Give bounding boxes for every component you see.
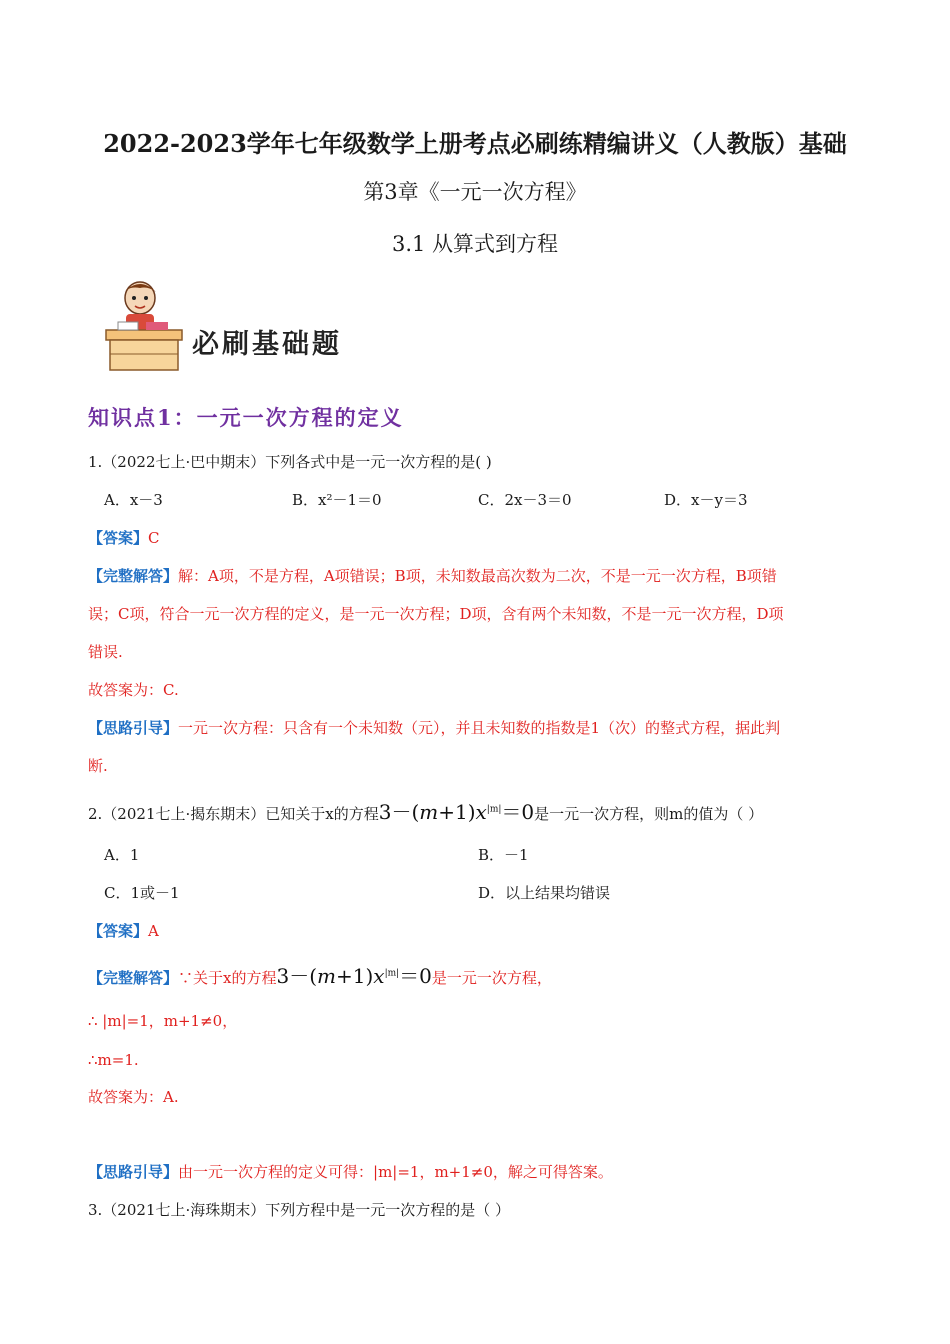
- q2-step-2: ∴m=1.: [88, 1051, 139, 1069]
- section-banner: [100, 276, 360, 376]
- q2-conclusion: 故答案为：A.: [88, 1088, 179, 1106]
- formula-part: ＝0: [399, 964, 432, 988]
- formula-exponent: |m|: [384, 968, 400, 979]
- student-desk-icon: [100, 276, 196, 376]
- answer-value: A: [148, 922, 159, 940]
- stem-prefix: 2.（2021七上·揭东期末）已知关于x的方程: [88, 805, 379, 823]
- q1-answer: [88, 528, 160, 549]
- banner-label: 必刷基础题: [192, 329, 342, 360]
- q2-option-c: C．1或－1: [104, 884, 180, 902]
- q1-option-d: D．x－y＝3: [664, 491, 748, 509]
- answer-tag: 【答案】: [88, 922, 149, 940]
- q2-solution-line: [88, 962, 552, 990]
- question-2-stem: [88, 798, 763, 826]
- question-3-stem: 3.（2021七上·海珠期末）下列方程中是一元一次方程的是（ ）: [88, 1201, 511, 1219]
- knowledge-point-heading: 知识点1：一元一次方程的定义: [88, 405, 404, 430]
- answer-value: C: [148, 529, 160, 547]
- solution-tag: 【完整解答】: [88, 969, 179, 987]
- formula-var: m: [317, 964, 336, 988]
- hint-line: 断.: [88, 757, 108, 775]
- formula-part: 3－(: [276, 964, 318, 988]
- formula-part: ＝0: [501, 800, 535, 824]
- solution-suffix: 是一元一次方程，: [431, 969, 552, 987]
- equation-formula: [379, 800, 534, 824]
- formula-x: x: [373, 964, 385, 988]
- equation-formula: [276, 964, 431, 988]
- question-1-stem: 1.（2022七上·巴中期末）下列各式中是一元一次方程的是( ): [88, 453, 492, 471]
- formula-part: +1): [335, 964, 374, 988]
- hint-tag: 【思路引导】: [88, 719, 179, 737]
- q2-option-b: B．－1: [478, 846, 529, 864]
- formula-part: 3－(: [378, 800, 420, 824]
- conclusion: 故答案为：C.: [88, 681, 179, 699]
- solution-line: 解：A项，不是方程，A项错误；B项，未知数最高次数为二次，不是一元一次方程，B项错: [178, 567, 777, 585]
- document-title: 2022-2023学年七年级数学上册考点必刷练精编讲义（人教版）基础: [103, 129, 847, 158]
- q1-option-c: C．2x－3＝0: [478, 491, 572, 509]
- q2-option-d: D．以上结果均错误: [478, 884, 611, 902]
- q1-option-a: A．x－3: [104, 491, 163, 509]
- q1-solution: [88, 557, 868, 785]
- stem-suffix: 是一元一次方程，则m的值为（ ）: [534, 805, 764, 823]
- formula-var: m: [419, 800, 439, 824]
- solution-line: 误；C项，符合一元一次方程的定义，是一元一次方程；D项，含有两个未知数，不是一元一次方程，D项: [88, 605, 784, 623]
- q2-hint: [88, 1162, 613, 1183]
- solution-prefix: ∵关于x的方程: [178, 969, 277, 987]
- hint-text: 由一元一次方程的定义可得：|m|=1，m+1≠0，解之可得答案。: [178, 1163, 613, 1181]
- formula-part: +1): [438, 800, 476, 824]
- chapter-title: 第3章《一元一次方程》: [363, 180, 587, 204]
- formula-x: x: [475, 800, 487, 824]
- q2-option-a: A．1: [104, 846, 140, 864]
- q2-answer: [88, 921, 159, 942]
- answer-tag: 【答案】: [88, 529, 149, 547]
- section-title: 3.1 从算式到方程: [391, 232, 559, 256]
- q2-step-1: ∴ |m|=1，m+1≠0，: [88, 1012, 238, 1030]
- q1-option-b: B．x²－1＝0: [292, 491, 382, 509]
- hint-line: 一元一次方程：只含有一个未知数（元），并且未知数的指数是1（次）的整式方程，据此判: [178, 719, 781, 737]
- hint-tag: 【思路引导】: [88, 1163, 179, 1181]
- solution-line: 错误.: [88, 643, 123, 661]
- formula-exponent: |m|: [486, 804, 502, 815]
- solution-tag: 【完整解答】: [88, 567, 179, 585]
